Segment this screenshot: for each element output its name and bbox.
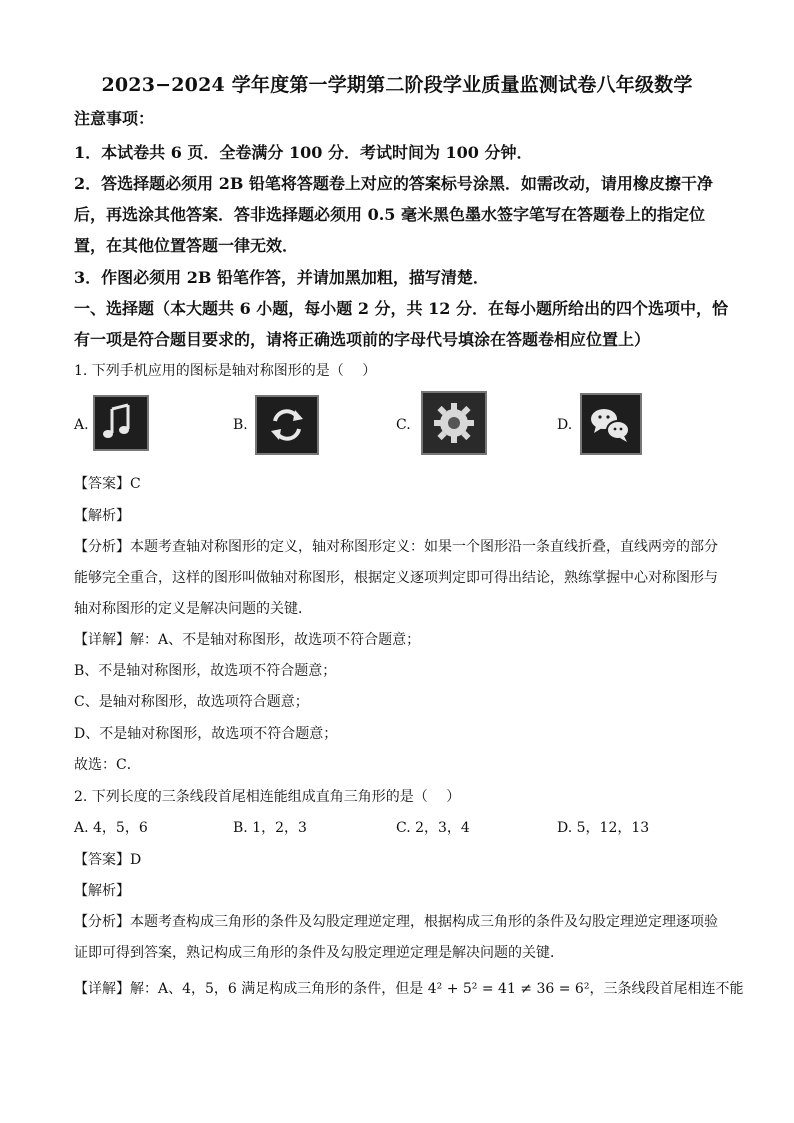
q2-answer: 【答案】D — [74, 852, 142, 868]
q2-analysis-1: 【分析】本题考查构成三角形的条件及勾股定理逆定理，根据构成三角形的条件及勾股定理逆定理逐项验 — [74, 914, 718, 930]
gear-icon — [421, 391, 487, 455]
section-heading-1: 一、选择题（本大题共 6 小题，每小题 2 分，共 12 分．在每小题所给出的四个选项中，恰 — [74, 299, 728, 318]
q1-detail-2: B、不是轴对称图形，故选项不符合题意； — [74, 663, 337, 679]
q1-detail-1: 【详解】解：A、不是轴对称图形，故选项不符合题意； — [74, 632, 421, 648]
q2-option-d: D. 5，12，13 — [557, 820, 650, 836]
notice-heading: 注意事项： — [74, 109, 155, 128]
q2-option-a: A. 4，5，6 — [74, 820, 148, 836]
q1-option-c-label: C. — [396, 417, 411, 433]
q1-analysis-2: 能够完全重合，这样的图形叫做轴对称图形，根据定义逐项判定即可得出结论，熟练掌握中心对称图形与 — [74, 570, 718, 586]
q1-option-b-label: B. — [233, 417, 248, 433]
sync-arrows-icon — [255, 395, 319, 455]
q2-jiexi: 【解析】 — [74, 883, 130, 899]
q1-answer: 【答案】C — [74, 476, 141, 492]
q1-jiexi: 【解析】 — [74, 508, 130, 524]
q1-analysis-3: 轴对称图形的定义是解决问题的关键． — [74, 601, 312, 617]
wechat-chat-icon — [580, 393, 642, 455]
section-heading-2: 有一项是符合题目要求的，请将正确选项前的字母代号填涂在答题卷相应位置上） — [74, 330, 651, 349]
notice-line-5: 3．作图必须用 2B 铅笔作答，并请加黑加粗，描写清楚． — [74, 268, 489, 287]
q1-stem: 1. 下列手机应用的图标是轴对称图形的是（ ） — [74, 363, 377, 379]
page-title: 2023−2024 学年度第一学期第二阶段学业质量监测试卷八年级数学 — [101, 74, 693, 96]
q1-detail-4: D、不是轴对称图形，故选项不符合题意； — [74, 726, 338, 742]
q2-option-b: B. 1，2，3 — [233, 820, 307, 836]
q1-option-a-label: A. — [74, 417, 89, 433]
notice-line-3: 后，再选涂其他答案．答非选择题必须用 0.5 毫米黑色墨水签字笔写在答题卷上的指定位 — [74, 205, 705, 224]
notice-line-4: 置，在其他位置答题一律无效． — [74, 236, 299, 255]
notice-line-1: 1．本试卷共 6 页．全卷满分 100 分．考试时间为 100 分钟． — [74, 143, 533, 162]
music-note-icon — [93, 395, 149, 451]
q1-analysis-1: 【分析】本题考查轴对称图形的定义，轴对称图形定义：如果一个图形沿一条直线折叠，直线两旁的部分 — [74, 539, 718, 555]
q2-analysis-2: 证即可得到答案，熟记构成三角形的条件及勾股定理逆定理是解决问题的关键． — [74, 945, 564, 961]
q1-option-d-label: D. — [557, 417, 573, 433]
q2-option-c: C. 2，3，4 — [396, 820, 470, 836]
q1-detail-3: C、是轴对称图形，故选项符合题意； — [74, 694, 309, 710]
q2-stem: 2. 下列长度的三条线段首尾相连能组成直角三角形的是（ ） — [74, 789, 461, 805]
notice-line-2: 2．答选择题必须用 2B 铅笔将答题卷上对应的答案标号涂黑．如需改动，请用橡皮擦干净 — [74, 174, 713, 193]
q1-detail-5: 故选：C． — [74, 757, 141, 773]
q2-detail-1: 【详解】解：A、4，5，6 满足构成三角形的条件，但是 4² + 5² = 41 ≠ 36 = 6²，三条线段首尾相连不能 — [74, 981, 744, 997]
